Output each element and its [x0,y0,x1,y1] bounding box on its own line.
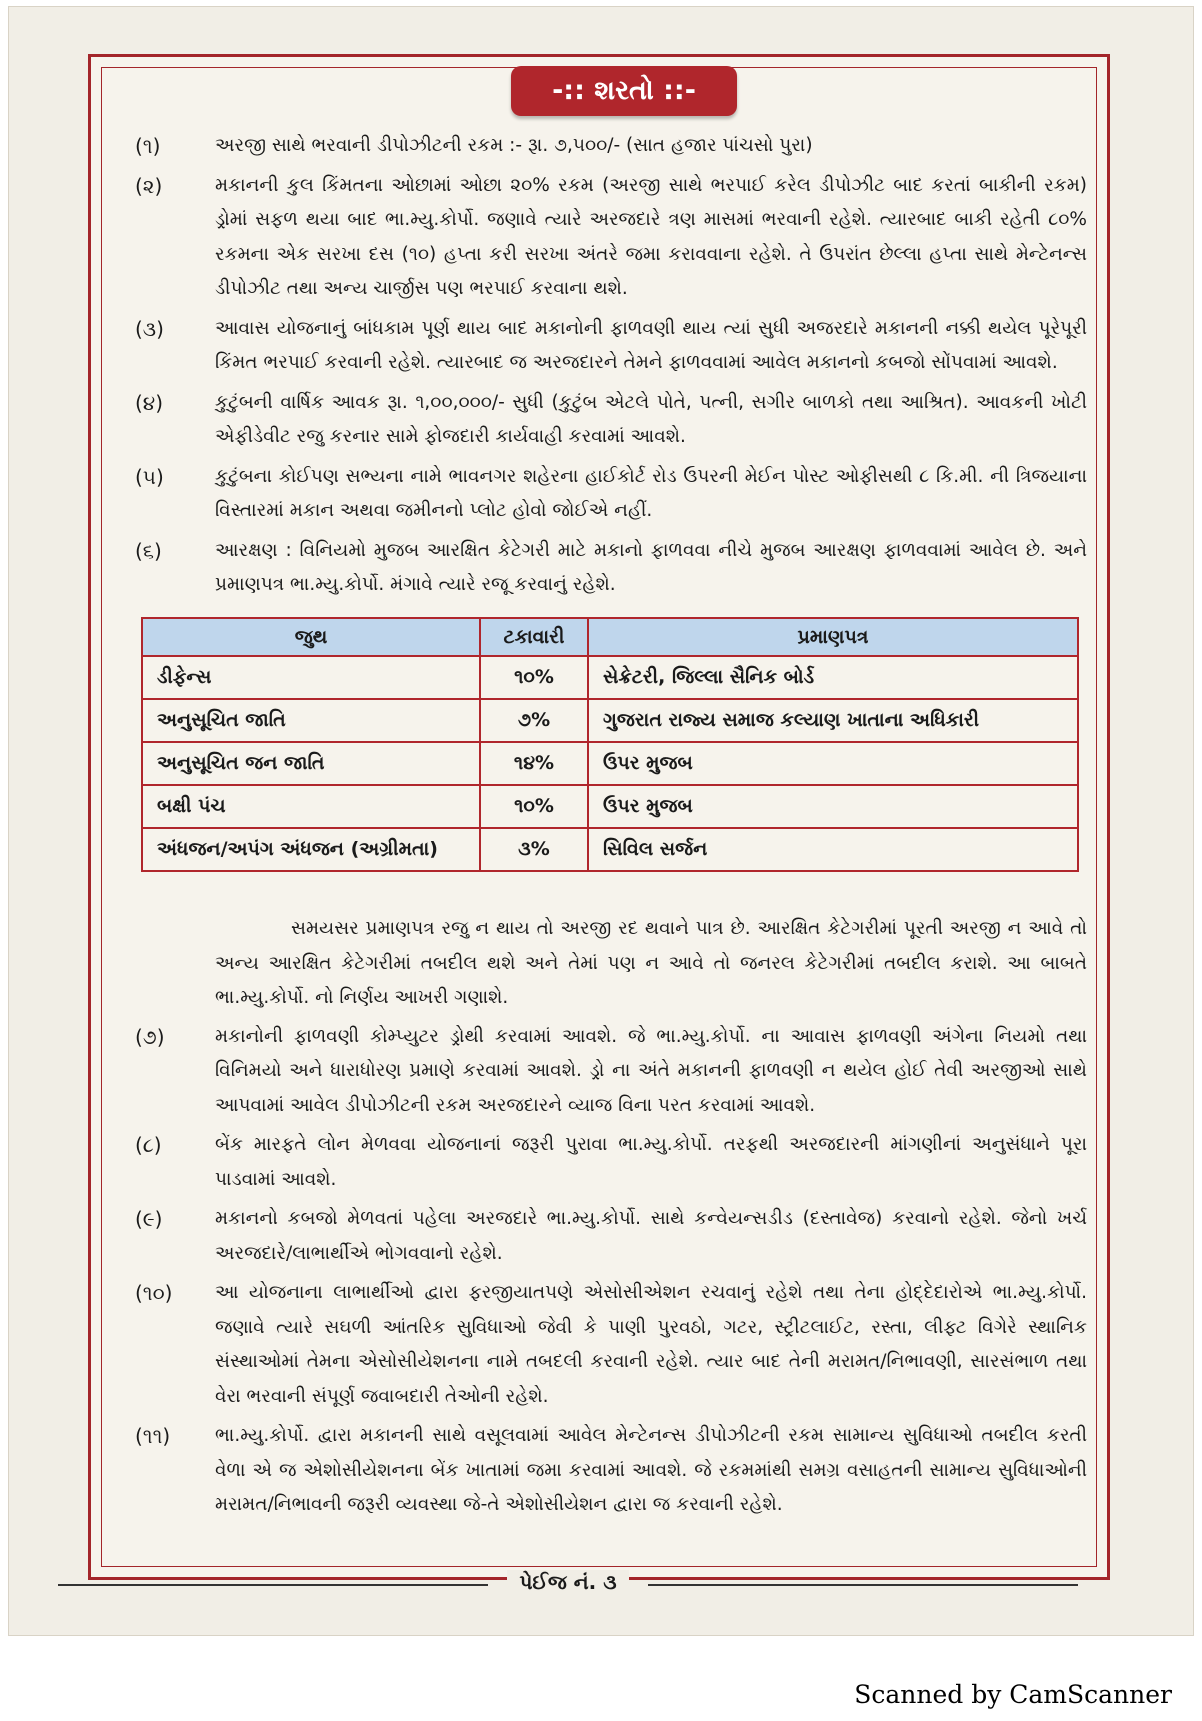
clause-item [135,312,1087,381]
clauses-list-before [135,129,1087,603]
clause-number: (૮) [135,1133,162,1157]
clause-text: મકાનોની ફાળવણી કોમ્પ્યુટર ડ્રોથી કરવામાં આવશે. જે ભા.મ્યુ.કોર્પો. ના આવાસ ફાળવણી અંગેના નિયમો તથા વિનિમયો અને ધારાધોરણ પ્રમાણે કરવામાં આવશે. ડ્રો ના અંતે મકાનની ફાળવણી ન થયેલ હોઈ તેવી અરજીઓ સાથે આપવામાં આવેલ ડીપોઝીટની રકમ અરજદારને વ્યાજ વિના પરત કરવામાં આવશે. [215,1025,1087,1116]
group-cell: બક્ષી પંચ [142,785,480,828]
certificate-cell: સેક્રેટરી, જિલ્લા સૈનિક બોર્ડ [588,656,1078,699]
clause-number: (૭) [135,1024,165,1049]
clause-text: ભા.મ્યુ.કોર્પો. દ્વારા મકાનની સાથે વસૂલવામાં આવેલ મેન્ટેનન્સ ડીપોઝીટની રકમ સામાન્ય સુવિધાઓ તબદીલ કરતી વેળા એ જ એશોસીયેશનના બેંક ખાતામાં જમા કરવામાં આવશે. જે રકમમાંથી સમગ્ર વસાહતની સામાન્ય સુવિધાઓની મરામત/નિભાવની જરૂરી વ્યવસ્થા જે-તે એશોસીયેશન દ્વારા જ કરવાની રહેશે. [215,1425,1087,1515]
reservation-table [141,617,1079,873]
header-group: જુથ [142,618,480,657]
certificate-cell: ગુજરાત રાજ્ય સમાજ કલ્યાણ ખાતાના અધિકારી [588,699,1078,742]
group-cell: અનુસૂચિત જાતિ [142,699,480,742]
clause-number: (૩) [135,316,164,341]
clause-item [135,534,1087,603]
page-border [88,54,1110,1580]
clause-item [135,460,1087,529]
group-cell: અંધજન/અપંગ અંધજન (અગ્રીમતા) [142,828,480,871]
percentage-cell: ૭% [480,699,588,742]
percentage-cell: ૩% [480,828,588,871]
table-row [142,656,1078,699]
clause-text: મકાનનો કબજો મેળવતાં પહેલા અરજદારે ભા.મ્યુ.કોર્પો. સાથે કન્વેયન્સડીડ (દસ્તાવેજ) કરવાનો રહેશે. જેનો ખર્ચ અરજદારે/લાભાર્થીએ ભોગવવાનો રહેશે. [215,1208,1087,1264]
table-header-row [142,618,1078,657]
clause-text: આરક્ષણ : વિનિયમો મુજબ આરક્ષિત કેટેગરી માટે મકાનો ફાળવવા નીચે મુજબ આરક્ષણ ફાળવવામાં આવેલ છે. અને પ્રમાણપત્ર ભા.મ્યુ.કોર્પો. મંગાવે ત્યારે રજૂ કરવાનું રહેશે. [215,539,1087,595]
clause-text: આવાસ યોજનાનું બાંધકામ પૂર્ણ થાય બાદ મકાનોની ફાળવણી થાય ત્યાં સુધી અજરદારે મકાનની નક્કી થયેલ પૂરેપૂરી કિંમત ભરપાઈ કરવાની રહેશે. ત્યારબાદ જ અરજદારને તેમને ફાળવવામાં આવેલ મકાનનો કબજો સોંપવામાં આવશે. [215,317,1087,373]
reservation-note: સમયસર પ્રમાણપત્ર રજુ ન થાય તો અરજી રદ થવાને પાત્ર છે. આરક્ષિત કેટેગરીમાં પૂરતી અરજી ન આવે તો અન્ય આરક્ષિત કેટેગરીમાં તબદીલ થશે અને તેમાં પણ ન આવે તો જનરલ કેટેગરીમાં તબદીલ કરાશે. આ બાબતે ભા.મ્યુ.કોર્પો. નો નિર્ણય આખરી ગણાશે. [215,918,1087,1008]
clause-item [135,386,1087,455]
clause-item [135,1202,1087,1271]
clause-number: (૧૧) [135,1424,171,1448]
clause-number: (૬) [135,538,162,563]
group-cell: ડીફેન્સ [142,656,480,699]
scanner-credit: Scanned by CamScanner [854,1680,1172,1709]
clause-item [135,169,1087,307]
clause-number: (૫) [135,464,164,489]
percentage-cell: ૧૦% [480,656,588,699]
clause-number: (૯) [135,1207,163,1231]
page-footer [58,1570,1078,1600]
header-percentage: ટકાવારી [480,618,588,657]
table-row [142,785,1078,828]
table-row [142,742,1078,785]
clauses-list-after [135,1020,1087,1523]
table-row [142,828,1078,871]
clause-text: આ યોજનાના લાભાર્થીઓ દ્વારા ફરજીયાતપણે એસોસીએશન રચવાનું રહેશે તથા તેના હોદ્દેદારોએ ભા.મ્યુ.કોર્પો. જણાવે ત્યારે સઘળી આંતરિક સુવિધાઓ જેવી કે પાણી પુરવઠો, ગટર, સ્ટ્રીટલાઈટ, રસ્તા, લીફ્ટ વિગેરે સ્થાનિક સંસ્થાઓમાં તેમના એસોસીયેશનના નામે તબદલી કરવાની રહેશે. ત્યાર બાદ તેની મરામત/નિભાવણી, સારસંભાળ તથા વેરા ભરવાની સંપૂર્ણ જવાબદારી તેઓની રહેશે. [215,1282,1087,1407]
page-title: -:: શરતો ::- [511,66,737,116]
group-cell: અનુસૂચિત જન જાતિ [142,742,480,785]
clause-item [135,1020,1087,1124]
clause-text: કુટુંબની વાર્ષિક આવક રૂા. ૧,૦૦,૦૦૦/- સુધી (કુટુંબ એટલે પોતે, પત્ની, સગીર બાળકો તથા આશ્રિત). આવકની ખોટી એફીડેવીટ રજુ કરનાર સામે ફોજદારી કાર્યવાહી કરવામાં આવશે. [215,391,1087,447]
clause-number: (૪) [135,390,164,415]
page-number: પેઈજ નં. ૩ [507,1570,628,1594]
clause-item [135,1419,1087,1523]
document-sheet [8,6,1194,1636]
clause-item [135,1276,1087,1414]
clause-number: (૨) [135,173,163,198]
clause-number: (૧૦) [135,1281,173,1305]
clause-item [135,129,1087,164]
percentage-cell: ૧૦% [480,785,588,828]
clause-text: મકાનની કુલ કિંમતના ઓછામાં ઓછા ૨૦% રકમ (અરજી સાથે ભરપાઈ કરેલ ડીપોઝીટ બાદ કરતાં બાકીની રકમ) ડ્રોમાં સફળ થયા બાદ ભા.મ્યુ.કોર્પો. જણાવે ત્યારે અરજદારે ત્રણ માસમાં ભરવાની રહેશે. ત્યારબાદ બાકી રહેતી ૮૦% રકમના એક સરખા દસ (૧૦) હપ્તા કરી સરખા અંતરે જમા કરાવવાના રહેશે. તે ઉપરાંત છેલ્લા હપ્તા સાથે મેન્ટેનન્સ ડીપોઝીટ તથા અન્ય ચાર્જીસ પણ ભરપાઈ કરવાના થશે. [215,174,1087,299]
percentage-cell: ૧૪% [480,742,588,785]
clause-text: અરજી સાથે ભરવાની ડીપોઝીટની રકમ :- રૂા. ૭,૫૦૦/- (સાત હજાર પાંચસો પુરા) [215,135,813,156]
clause-text: બેંક મારફતે લોન મેળવવા યોજનાનાં જરૂરી પુરાવા ભા.મ્યુ.કોર્પો. તરફથી અરજદારની માંગણીનાં અનુસંધાને પૂરા પાડવામાં આવશે. [215,1134,1087,1190]
header-certificate: પ્રમાણપત્ર [588,618,1078,657]
table-row [142,699,1078,742]
certificate-cell: ઉપર મુજબ [588,785,1078,828]
terms-content [135,129,1087,1528]
clause-text: કુટુંબના કોઈપણ સભ્યના નામે ભાવનગર શહેરના હાઈકોર્ટ રોડ ઉપરની મેઈન પોસ્ટ ઓફીસથી ૮ કિ.મી. ની ત્રિજયાના વિસ્તારમાં મકાન અથવા જમીનનો પ્લોટ હોવો જોઈએ નહીં. [215,465,1087,521]
clause-item [135,1128,1087,1197]
clause-number: (૧) [135,134,161,158]
certificate-cell: ઉપર મુજબ [588,742,1078,785]
certificate-cell: સિવિલ સર્જન [588,828,1078,871]
reservation-table-body [142,656,1078,871]
